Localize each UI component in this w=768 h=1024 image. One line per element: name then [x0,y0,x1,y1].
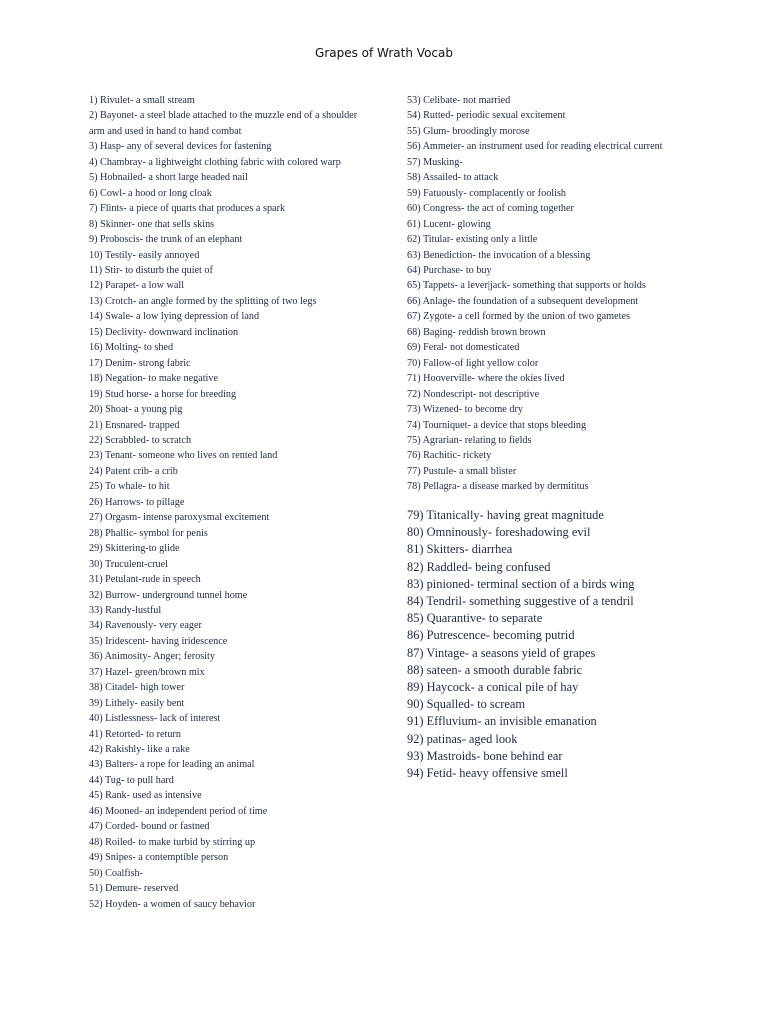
vocab-item: 68) Baging- reddish brown brown [407,326,546,338]
vocab-item: 78) Pellagra- a disease marked by dermititus [407,481,589,493]
vocab-item: 34) Ravenously- very eager [89,620,202,632]
vocab-item: 62) Titular- existing only a little [407,234,538,246]
vocab-item: 82) Raddled- being confused [407,559,551,574]
vocab-item: 44) Tug- to pull hard [89,774,174,786]
vocab-item: 27) Orgasm- intense paroxysmal excitement [89,512,270,524]
vocab-item: 39) Lithely- easily bent [89,697,185,709]
vocab-item: 56) Ammeter- an instrument used for reading electrical current [407,141,663,153]
vocab-item: 10) Testily- easily annoyed [89,249,200,261]
vocab-item: 50) Coalfish- [89,867,144,879]
vocab-item: 59) Fatuously- complacently or foolish [407,187,567,199]
vocab-item: 87) Vintage- a seasons yield of grapes [407,645,596,660]
vocab-item: 9) Proboscis- the trunk of an elephant [89,234,243,246]
vocab-item: 90) Squalled- to scream [407,697,526,712]
vocab-item: 91) Effluvium- an invisible emanation [407,714,597,729]
vocab-item: 72) Nondescript- not descriptive [407,388,540,400]
vocab-item: 48) Roiled- to make turbid by stirring up [89,836,256,848]
vocab-item: 53) Celibate- not married [407,95,511,106]
vocab-item: 71) Hooverville- where the okies lived [407,373,565,385]
vocab-item: 92) patinas- aged look [407,731,518,746]
vocab-item: 73) Wizened- to become dry [407,404,523,416]
vocab-item: 69) Feral- not domesticated [407,342,520,354]
vocab-item: 25) To whale- to hit [89,481,170,493]
vocab-item: 20) Shoat- a young pig [89,404,183,416]
vocab-item: 36) Animosity- Anger; ferosity [89,651,215,663]
vocab-item: 43) Balters- a rope for leading an animal [89,759,255,771]
vocab-item: 89) Haycock- a conical pile of hay [407,680,579,695]
vocab-item: 29) Skittering-to glide [89,543,180,555]
vocab-item: 35) Iridescent- having iridescence [89,635,228,647]
vocab-item: 49) Snipes- a contemptible person [89,852,229,864]
vocab-item: 81) Skitters- diarrhea [407,542,513,557]
vocab-item: 52) Hoyden- a women of saucy behavior [89,898,256,910]
vocab-item: 75) Agrarian- relating to fields [407,434,532,446]
vocab-item: 38) Citadel- high tower [89,682,185,694]
vocab-item: 51) Demure- reserved [89,883,179,895]
vocab-item: 12) Parapet- a low wall [89,280,185,292]
vocab-item: 28) Phallic- symbol for penis [89,527,208,539]
vocab-item: 22) Scrabbled- to scratch [89,434,192,446]
vocab-item: 19) Stud horse- a horse for breeding [89,388,237,400]
vocab-list-right [407,93,692,495]
vocab-item: 61) Lucent- glowing [407,218,491,230]
vocab-item: 70) Fallow-of light yellow color [407,357,539,369]
vocab-item: 64) Purchase- to buy [407,264,492,276]
vocab-list-left [89,93,359,912]
vocab-item: 8) Skinner- one that sells skins [89,218,215,230]
vocab-item: 84) Tendril- something suggestive of a tendril [407,594,634,609]
vocab-item: 94) Fetid- heavy offensive smell [407,766,568,781]
vocab-item: 45) Rank- used as intensive [89,790,202,802]
vocab-list-right-large [407,507,707,782]
document-title: Grapes of Wrath Vocab [315,46,453,60]
vocab-item: 21) Ensnared- trapped [89,419,180,431]
vocab-item: 37) Hazel- green/brown mix [89,666,205,678]
vocab-item: 42) Rakishly- like a rake [89,744,190,756]
vocab-item: 60) Congress- the act of coming together [407,203,574,215]
vocab-item: 17) Denim- strong fabric [89,357,191,369]
vocab-item: 11) Stir- to disturb the quiet of [89,264,213,276]
vocab-item: 14) Swale- a low lying depression of land [89,311,260,323]
vocab-item: 93) Mastroids- bone behind ear [407,748,563,763]
vocab-item: 24) Patent crib- a crib [89,465,178,477]
vocab-item: 4) Chambray- a lightweight clothing fabric with colored warp [89,156,341,168]
vocab-item: 54) Rutted- periodic sexual excitement [407,110,566,122]
vocab-item: 85) Quarantive- to separate [407,611,543,626]
vocab-item: 66) Anlage- the foundation of a subsequent development [407,295,639,307]
vocab-item: 5) Hobnailed- a short large headed nail [89,172,248,184]
vocab-item: 16) Molting- to shed [89,342,174,354]
vocab-item: 41) Retorted- to return [89,728,181,740]
vocab-item: 23) Tenant- someone who lives on rented land [89,450,278,462]
vocab-item: 26) Harrows- to pillage [89,496,185,508]
vocab-item: 15) Declivity- downward inclination [89,326,239,338]
vocab-item: 2) Bayonet- a steel blade attached to the muzzle end of a shoulder arm and used in hand to hand combat [89,110,358,137]
vocab-item: 83) pinioned- terminal section of a birds wing [407,576,635,591]
vocab-item: 6) Cowl- a hood or long cloak [89,187,212,199]
vocab-item: 1) Rivulet- a small stream [89,95,195,106]
vocab-item: 55) Glum- broodingly morose [407,125,530,137]
vocab-item: 3) Hasp- any of several devices for fastening [89,141,272,153]
vocab-item: 77) Pustule- a small blister [407,465,517,477]
vocab-item: 33) Randy-lustful [89,604,162,616]
vocab-item: 79) Titanically- having great magnitude [407,508,604,522]
vocab-item: 88) sateen- a smooth durable fabric [407,662,583,677]
vocab-item: 74) Tourniquet- a device that stops bleeding [407,419,587,431]
vocab-item: 18) Negation- to make negative [89,373,218,385]
vocab-item: 63) Benediction- the invocation of a blessing [407,249,591,261]
vocab-item: 46) Mooned- an independent period of time [89,805,268,817]
vocab-item: 86) Putrescence- becoming putrid [407,628,575,643]
vocab-item: 30) Truculent-cruel [89,558,168,570]
vocab-item: 80) Omninously- foreshadowing evil [407,525,591,540]
vocab-item: 32) Burrow- underground tunnel home [89,589,248,601]
vocab-item: 7) Flints- a piece of quarts that produces a spark [89,203,286,215]
vocab-item: 67) Zygote- a cell formed by the union of two gametes [407,311,630,323]
vocab-item: 58) Assailed- to attack [407,172,499,184]
vocab-item: 76) Rachitic- rickety [407,450,492,462]
vocab-item: 57) Musking- [407,156,463,168]
vocab-item: 40) Listlessness- lack of interest [89,713,221,725]
vocab-item: 47) Corded- bound or fastned [89,821,210,833]
vocab-item: 65) Tappets- a lever|jack- something that supports or holds [407,280,646,292]
vocab-item: 31) Petulant-rude in speech [89,574,201,586]
vocab-item: 13) Crotch- an angle formed by the splitting of two legs [89,295,317,307]
